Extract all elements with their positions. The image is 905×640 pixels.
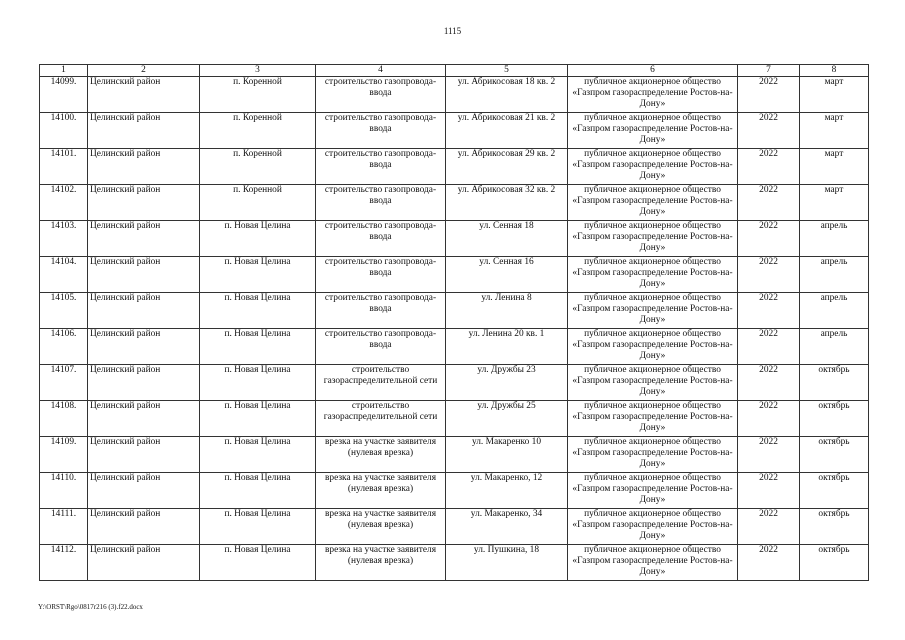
work-type-cell: строительство газораспределительной сети xyxy=(316,365,446,401)
year-cell: 2022 xyxy=(738,77,800,113)
month-cell: март xyxy=(800,185,869,221)
column-header-5: 5 xyxy=(446,65,568,77)
register-table xyxy=(39,64,869,581)
row-number: 14112. xyxy=(40,545,88,581)
table-body xyxy=(40,77,869,581)
row-number: 14104. xyxy=(40,257,88,293)
address-cell: ул. Абрикосовая 18 кв. 2 xyxy=(446,77,568,113)
work-type-cell: врезка на участке заявителя (нулевая врезка) xyxy=(316,473,446,509)
work-type-cell: строительство газопровода-ввода xyxy=(316,329,446,365)
locality-cell: п. Новая Целина xyxy=(200,221,316,257)
year-cell: 2022 xyxy=(738,257,800,293)
table-row xyxy=(40,257,869,293)
address-cell: ул. Дружбы 23 xyxy=(446,365,568,401)
district-cell: Целинский район xyxy=(88,77,200,113)
month-cell: октябрь xyxy=(800,437,869,473)
year-cell: 2022 xyxy=(738,221,800,257)
work-type-cell: врезка на участке заявителя (нулевая врезка) xyxy=(316,545,446,581)
work-type-cell: строительство газораспределительной сети xyxy=(316,401,446,437)
locality-cell: п. Новая Целина xyxy=(200,365,316,401)
month-cell: апрель xyxy=(800,221,869,257)
organization-cell: публичное акционерное общество «Газпром газораспределение Ростов-на-Дону» xyxy=(568,185,738,221)
organization-cell: публичное акционерное общество «Газпром газораспределение Ростов-на-Дону» xyxy=(568,437,738,473)
row-number: 14108. xyxy=(40,401,88,437)
locality-cell: п. Новая Целина xyxy=(200,329,316,365)
column-header-1: 1 xyxy=(40,65,88,77)
table-row xyxy=(40,113,869,149)
year-cell: 2022 xyxy=(738,149,800,185)
district-cell: Целинский район xyxy=(88,113,200,149)
organization-cell: публичное акционерное общество «Газпром газораспределение Ростов-на-Дону» xyxy=(568,329,738,365)
year-cell: 2022 xyxy=(738,509,800,545)
year-cell: 2022 xyxy=(738,473,800,509)
work-type-cell: врезка на участке заявителя (нулевая врезка) xyxy=(316,509,446,545)
address-cell: ул. Макаренко 10 xyxy=(446,437,568,473)
address-cell: ул. Ленина 8 xyxy=(446,293,568,329)
year-cell: 2022 xyxy=(738,437,800,473)
work-type-cell: строительство газопровода-ввода xyxy=(316,293,446,329)
year-cell: 2022 xyxy=(738,293,800,329)
month-cell: октябрь xyxy=(800,545,869,581)
month-cell: октябрь xyxy=(800,509,869,545)
district-cell: Целинский район xyxy=(88,401,200,437)
locality-cell: п. Новая Целина xyxy=(200,473,316,509)
table-row xyxy=(40,401,869,437)
locality-cell: п. Коренной xyxy=(200,77,316,113)
address-cell: ул. Абрикосовая 21 кв. 2 xyxy=(446,113,568,149)
row-number: 14110. xyxy=(40,473,88,509)
address-cell: ул. Пушкина, 18 xyxy=(446,545,568,581)
year-cell: 2022 xyxy=(738,401,800,437)
district-cell: Целинский район xyxy=(88,509,200,545)
work-type-cell: строительство газопровода-ввода xyxy=(316,221,446,257)
organization-cell: публичное акционерное общество «Газпром газораспределение Ростов-на-Дону» xyxy=(568,293,738,329)
year-cell: 2022 xyxy=(738,545,800,581)
table-row xyxy=(40,329,869,365)
month-cell: апрель xyxy=(800,329,869,365)
district-cell: Целинский район xyxy=(88,365,200,401)
district-cell: Целинский район xyxy=(88,257,200,293)
row-number: 14105. xyxy=(40,293,88,329)
organization-cell: публичное акционерное общество «Газпром газораспределение Ростов-на-Дону» xyxy=(568,509,738,545)
locality-cell: п. Новая Целина xyxy=(200,509,316,545)
locality-cell: п. Новая Целина xyxy=(200,257,316,293)
month-cell: октябрь xyxy=(800,401,869,437)
table-row xyxy=(40,365,869,401)
locality-cell: п. Коренной xyxy=(200,113,316,149)
column-number-row xyxy=(40,65,869,77)
month-cell: октябрь xyxy=(800,365,869,401)
organization-cell: публичное акционерное общество «Газпром газораспределение Ростов-на-Дону» xyxy=(568,257,738,293)
table-row xyxy=(40,437,869,473)
locality-cell: п. Новая Целина xyxy=(200,545,316,581)
row-number: 14101. xyxy=(40,149,88,185)
address-cell: ул. Сенная 18 xyxy=(446,221,568,257)
address-cell: ул. Ленина 20 кв. 1 xyxy=(446,329,568,365)
address-cell: ул. Макаренко, 34 xyxy=(446,509,568,545)
year-cell: 2022 xyxy=(738,113,800,149)
column-header-2: 2 xyxy=(88,65,200,77)
organization-cell: публичное акционерное общество «Газпром газораспределение Ростов-на-Дону» xyxy=(568,473,738,509)
locality-cell: п. Новая Целина xyxy=(200,401,316,437)
table-row xyxy=(40,185,869,221)
organization-cell: публичное акционерное общество «Газпром газораспределение Ростов-на-Дону» xyxy=(568,113,738,149)
work-type-cell: врезка на участке заявителя (нулевая врезка) xyxy=(316,437,446,473)
table-row xyxy=(40,473,869,509)
organization-cell: публичное акционерное общество «Газпром газораспределение Ростов-на-Дону» xyxy=(568,149,738,185)
address-cell: ул. Макаренко, 12 xyxy=(446,473,568,509)
footer-file-path: Y:\ORST\Rgo\0817r216 (3).f22.docx xyxy=(38,603,143,611)
table-row xyxy=(40,545,869,581)
table-row xyxy=(40,149,869,185)
district-cell: Целинский район xyxy=(88,437,200,473)
column-header-8: 8 xyxy=(800,65,869,77)
district-cell: Целинский район xyxy=(88,185,200,221)
row-number: 14109. xyxy=(40,437,88,473)
row-number: 14099. xyxy=(40,77,88,113)
month-cell: октябрь xyxy=(800,473,869,509)
locality-cell: п. Коренной xyxy=(200,185,316,221)
district-cell: Целинский район xyxy=(88,473,200,509)
month-cell: апрель xyxy=(800,293,869,329)
column-header-3: 3 xyxy=(200,65,316,77)
table-row xyxy=(40,77,869,113)
month-cell: апрель xyxy=(800,257,869,293)
locality-cell: п. Новая Целина xyxy=(200,293,316,329)
organization-cell: публичное акционерное общество «Газпром газораспределение Ростов-на-Дону» xyxy=(568,401,738,437)
table-row xyxy=(40,293,869,329)
work-type-cell: строительство газопровода-ввода xyxy=(316,113,446,149)
work-type-cell: строительство газопровода-ввода xyxy=(316,149,446,185)
row-number: 14103. xyxy=(40,221,88,257)
locality-cell: п. Коренной xyxy=(200,149,316,185)
locality-cell: п. Новая Целина xyxy=(200,437,316,473)
column-header-4: 4 xyxy=(316,65,446,77)
address-cell: ул. Дружбы 25 xyxy=(446,401,568,437)
table-row xyxy=(40,509,869,545)
month-cell: март xyxy=(800,77,869,113)
row-number: 14100. xyxy=(40,113,88,149)
column-header-6: 6 xyxy=(568,65,738,77)
organization-cell: публичное акционерное общество «Газпром газораспределение Ростов-на-Дону» xyxy=(568,77,738,113)
district-cell: Целинский район xyxy=(88,221,200,257)
row-number: 14102. xyxy=(40,185,88,221)
page-number: 1115 xyxy=(443,26,462,36)
work-type-cell: строительство газопровода-ввода xyxy=(316,185,446,221)
address-cell: ул. Абрикосовая 29 кв. 2 xyxy=(446,149,568,185)
address-cell: ул. Сенная 16 xyxy=(446,257,568,293)
district-cell: Целинский район xyxy=(88,329,200,365)
table-row xyxy=(40,221,869,257)
month-cell: март xyxy=(800,149,869,185)
district-cell: Целинский район xyxy=(88,293,200,329)
year-cell: 2022 xyxy=(738,329,800,365)
year-cell: 2022 xyxy=(738,365,800,401)
organization-cell: публичное акционерное общество «Газпром газораспределение Ростов-на-Дону» xyxy=(568,545,738,581)
work-type-cell: строительство газопровода-ввода xyxy=(316,257,446,293)
column-header-7: 7 xyxy=(738,65,800,77)
row-number: 14107. xyxy=(40,365,88,401)
district-cell: Целинский район xyxy=(88,149,200,185)
work-type-cell: строительство газопровода-ввода xyxy=(316,77,446,113)
organization-cell: публичное акционерное общество «Газпром газораспределение Ростов-на-Дону» xyxy=(568,365,738,401)
month-cell: март xyxy=(800,113,869,149)
row-number: 14106. xyxy=(40,329,88,365)
year-cell: 2022 xyxy=(738,185,800,221)
row-number: 14111. xyxy=(40,509,88,545)
organization-cell: публичное акционерное общество «Газпром газораспределение Ростов-на-Дону» xyxy=(568,221,738,257)
address-cell: ул. Абрикосовая 32 кв. 2 xyxy=(446,185,568,221)
district-cell: Целинский район xyxy=(88,545,200,581)
